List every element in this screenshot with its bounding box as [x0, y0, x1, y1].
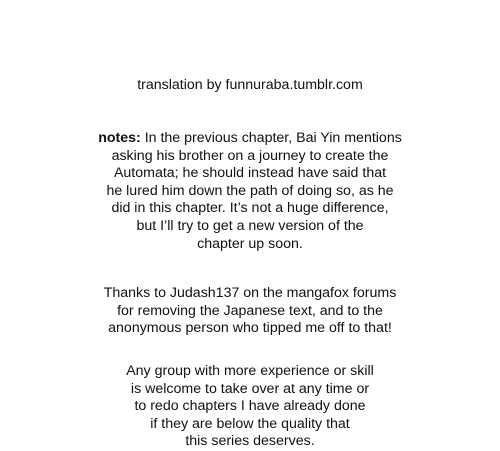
offer-line: is welcome to take over at any time or — [130, 380, 370, 397]
offer-line: if they are below the quality that — [150, 415, 350, 432]
thanks-line: anonymous person who tipped me off to that! — [108, 320, 392, 337]
offer-line: this series deserves. — [185, 433, 315, 450]
notes-line: asking his brother on a journey to create the — [111, 147, 389, 164]
notes-first-line — [0, 130, 500, 148]
notes-line: but I’ll try to get a new version of the — [136, 217, 364, 234]
notes-line: Automata; he should instead have said that — [113, 165, 387, 182]
notes-first-line-text: In the previous chapter, Bai Yin mentions — [140, 130, 402, 146]
thanks-line: Thanks to Judash137 on the mangafox forums — [103, 285, 397, 301]
translator-notes — [0, 130, 500, 253]
credit-line: translation by funnuraba.tumblr.com — [137, 77, 363, 93]
thanks-paragraph — [0, 285, 500, 338]
offer-line: Any group with more experience or skill — [126, 363, 374, 379]
notes-label: notes: — [98, 130, 141, 146]
thanks-line: for removing the Japanese text, and to the — [117, 302, 383, 319]
notes-line: chapter up soon. — [197, 235, 303, 252]
takeover-offer-paragraph — [0, 363, 500, 451]
translation-credit — [0, 77, 500, 95]
notes-line: did in this chapter. It’s not a huge difference, — [111, 200, 389, 217]
notes-line: he lured him down the path of doing so, as he — [106, 182, 394, 199]
offer-line: to redo chapters I have already done — [134, 398, 366, 415]
